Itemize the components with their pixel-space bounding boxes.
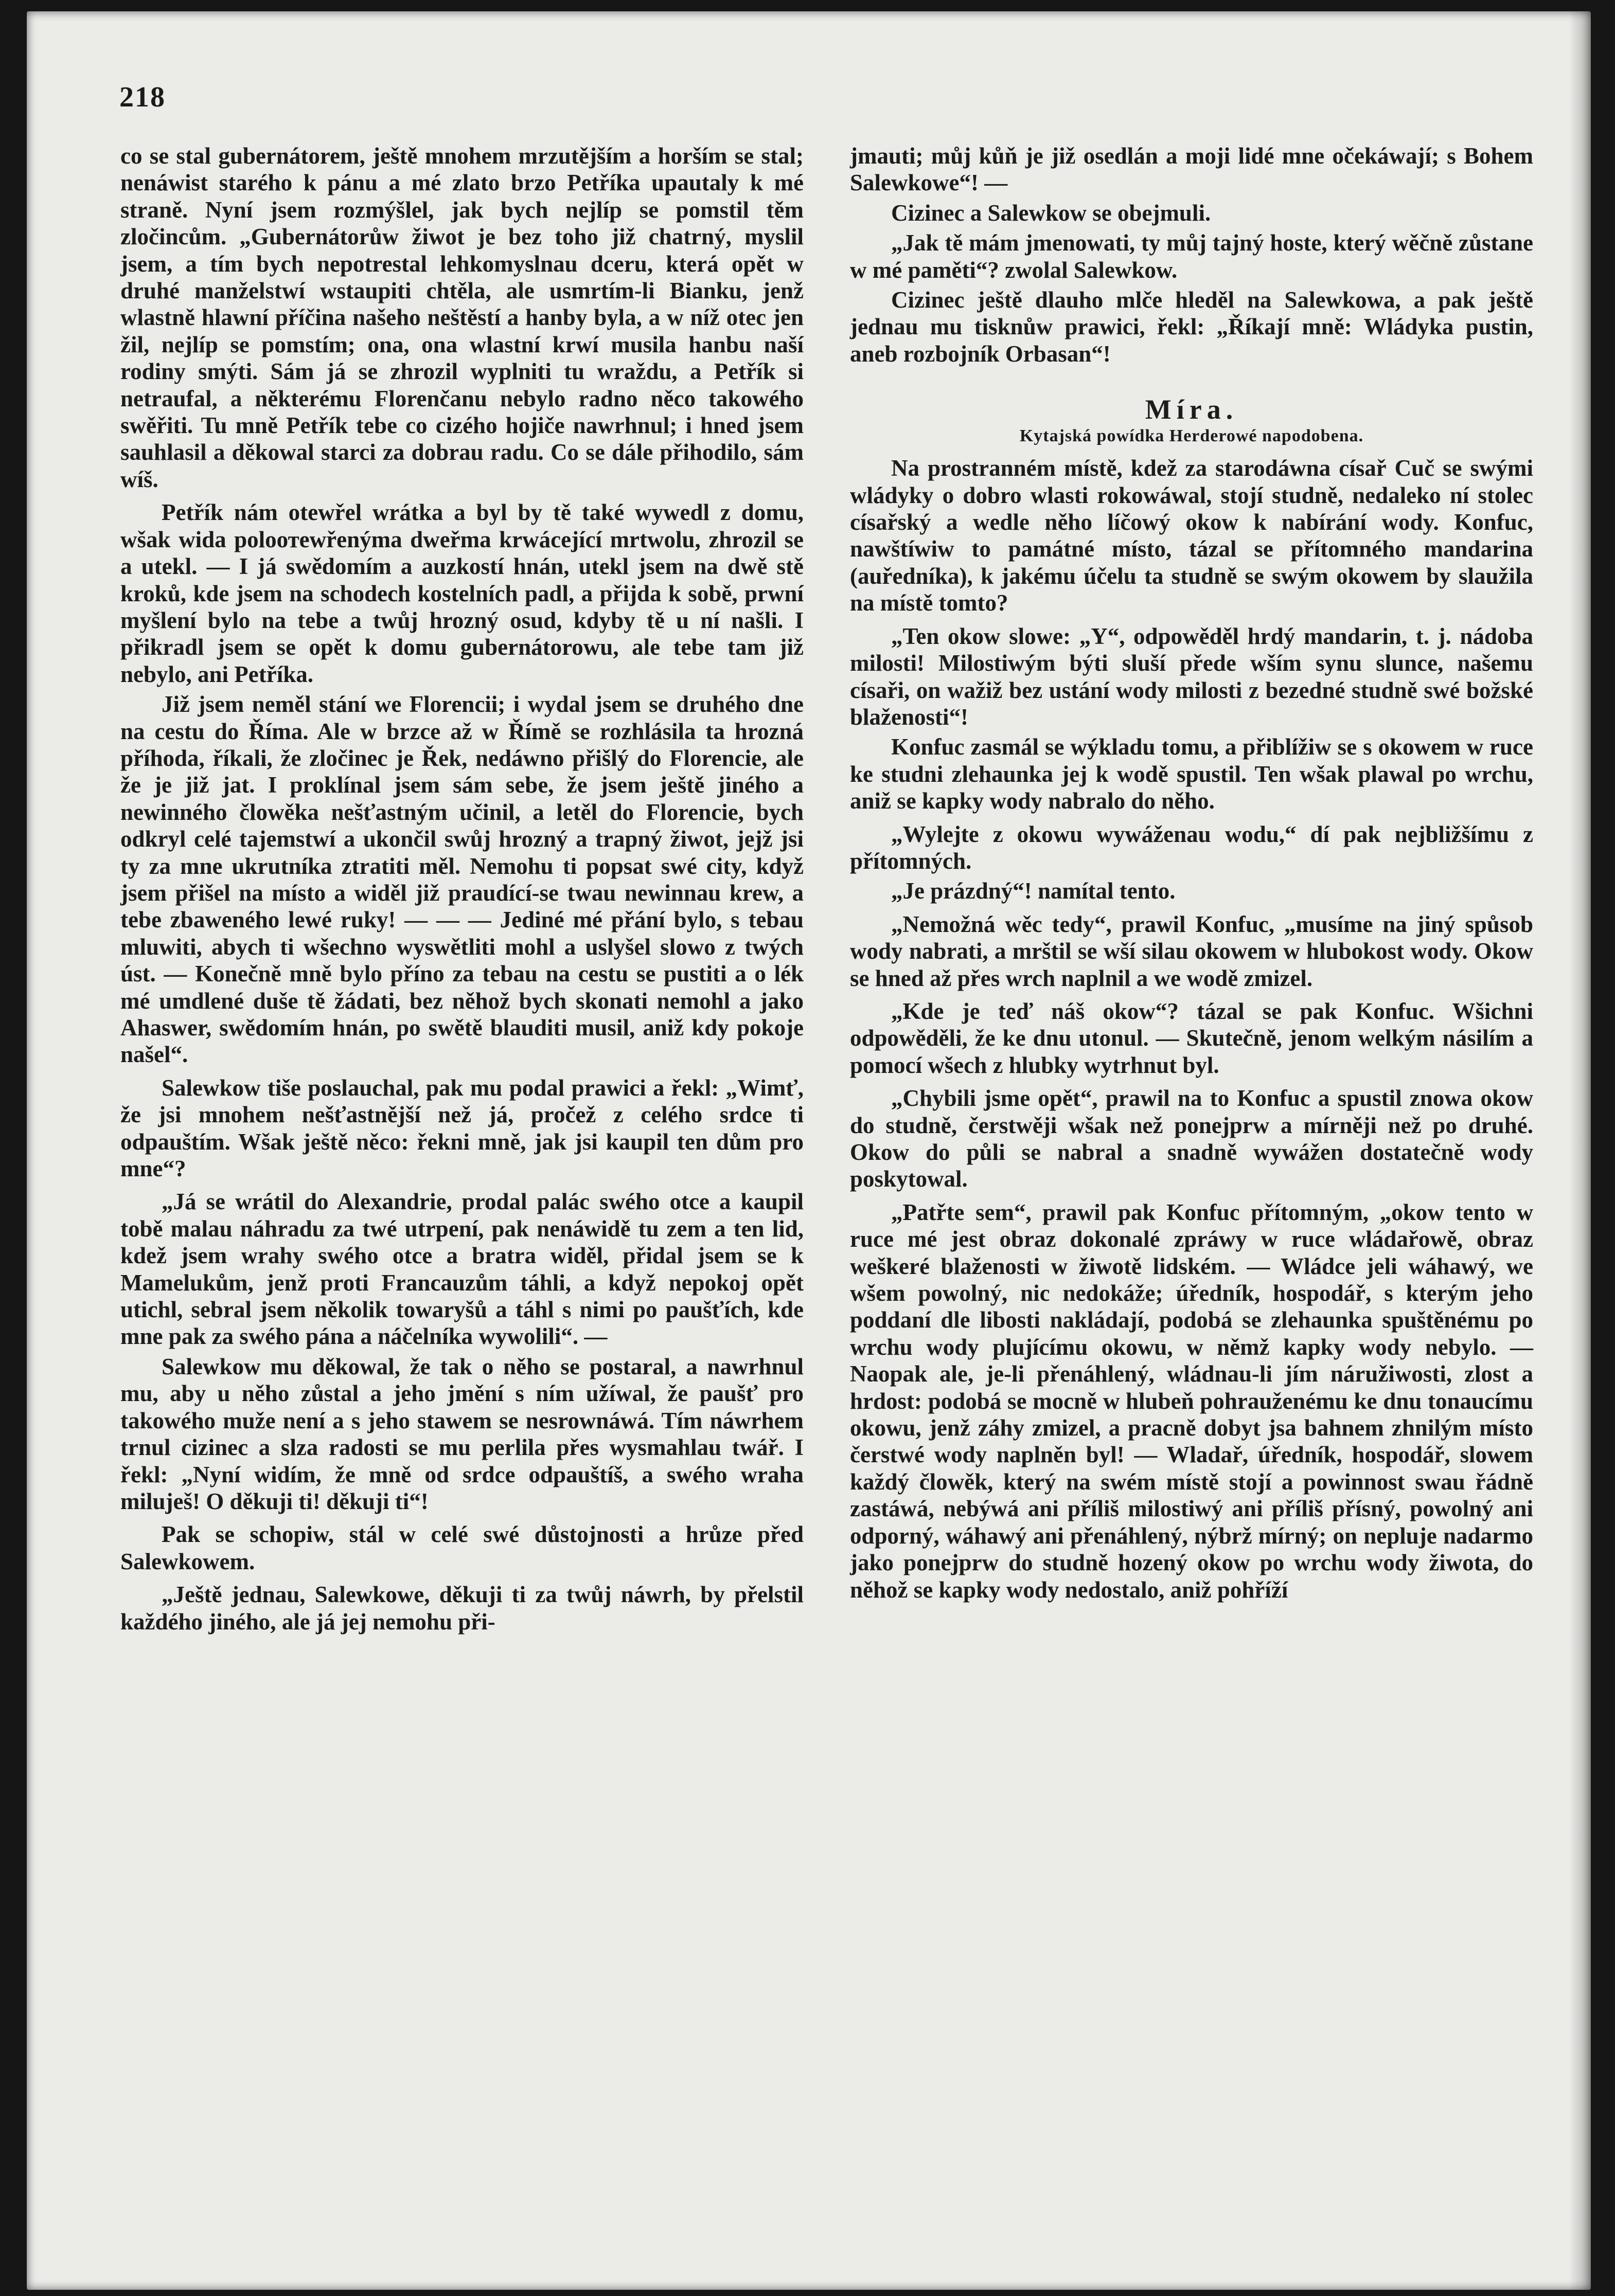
story-subtitle: Kytajská powídka Herderowé napodobena. [1019, 426, 1364, 446]
paragraph: jmauti; můj kůň je již osedlán a moji lidé mne očekáwají; s Bohem Salewkowe“! — [850, 143, 1533, 196]
page-fold-shadow [1569, 11, 1591, 2290]
page-sheet [27, 11, 1591, 2290]
paragraph: Salewkow mu děkowal, že tak o něho se postaral, a nawrhnul mu, aby u něho zůstal a jeho jmění s ním užíwal, že paušť pro takowého muže není a s jeho stawem se nesrownáwá. Tím náwrhem trnul cizinec a slza radosti se mu perlila přes wysmahlau twář. I řekl: „Nyní widím, že mně od srdce odpauštíš, a swého wraha miluješ! O děkuji ti! děkuji ti“! [120, 1353, 804, 1514]
paragraph: „Wylejte z okowu wywáženau wodu,“ dí pak nejbližšímu z přítomných. [850, 821, 1533, 874]
right-column [850, 142, 1533, 1606]
paragraph: „Chybili jsme opět“, prawil na to Konfuc a spustil znowa okow do studně, čerstwěji wšak než ponejprw a mírněji než po druhé. Okow do půli se nabral a snadně wywážen dostatečně wody poskytowal. [850, 1085, 1533, 1192]
paragraph: „Je prázdný“! namítal tento. [891, 878, 1176, 904]
paragraph: „Kde je teď náš okow“? tázal se pak Konfuc. Wšichni odpowěděli, že ke dnu utonul. — Skutečně, jenom welkým násilím a pomocí wšech z hlubky wytrhnut byl. [850, 998, 1533, 1078]
paragraph: „Jak tě mám jmenowati, ty můj tajný hoste, který wěčně zůstane w mé paměti“? zwolal Salewkow. [850, 230, 1533, 283]
paragraph: Petřík nám otewřel wrátka a byl by tě také wywedl z domu, wšak wida poloотewřenýma dweřma krwácející mrtwolu, zhrozil se a utekl. — I já swědomím a auzkostí hnán, utekl jsem na dwě stě kroků, kde jsem na schodech kostelních padl, a přijda k sobě, prwní myšlení bylo na tebe a twůj hrozný osud, kdyby tě u ní našli. I přikradl jsem se opět k domu gubernátorowu, ale tebe tam již nebylo, ani Petříka. [120, 499, 804, 687]
paragraph: „Patřte sem“, prawil pak Konfuc přítomným, „okow tento w ruce mé jest obraz dokonalé zpráwy w ruce wládařowě, obraz weškeré blaženosti w žiwotě lidském. — Wládce jeli wáhawý, we wšem powolný, nic nedokáže; úředník, hospodář, s kterým jeho poddaní dle libosti nakládají, podobá se zlehaunka spuštěnému po wrchu wody plujícímu okowu, w němž kapky wody nebylo. — Naopak ale, je-li přenáhlený, wládnau-li jím náružiwosti, zlost a hrdost: podobá se mocně w hlubeň pohrauženému ke dnu tonaucímu okowu, jenž záhy zmizel, a pracně dobyt jsa bahnem zhnilým místo čerstwé wody naplněn byl! — Wladař, úředník, hospodář, slowem každý člowěk, který na swém místě stojí a powinnost swau řádně zastáwá, nebýwá ani příliš milostiwý ani příliš přísný, powolný ani odporný, wáhawý ani přenáhlený, nýbrž mírný; on nepluje nadarmo jako ponejprw do studně hozený okow po wrchu wody žiwota, do něhož se kapky wody nedostalo, aniž pohříží [850, 1199, 1533, 1603]
paragraph: „Ještě jednau, Salewkowe, děkuji ti za twůj náwrh, by přelstil každého jiného, ale já jej nemohu při- [120, 1582, 804, 1635]
page-number: 218 [119, 81, 166, 113]
paragraph: co se stal gubernátorem, ještě mnohem mrzutějším a horším se stal; nenáwist starého k pánu a mé zlato brzo Petříka upautaly k mé straně. Nyní jsem rozmýšlel, jak bych nejlíp se pomstil těm zločincům. „Gubernátorůw žiwot je bez toho již chatrný, myslil jsem, a tím bych nepotrestal lehkomyslnau dceru, která opět w druhé manželstwí wstaupiti chtěla, ale usmrtím-li Bianku, jenž wlastně hlawní příčina našeho neštěstí a hanby byla, a w níž otec jen žil, nejlíp se pomstím; ona, ona wlastní krwí musila hanbu naší rodiny smýti. Sám já se zhrozil wyplniti tu wraždu, a Petřík si netraufal, a některému Florenčanu nebylo radno něco takowého swěřiti. Tu mně Petřík tebe co cizého hojiče nawrhnul; i hned jsem sauhlasil a děkowal starci za dobrau radu. Co se dále přihodilo, sám wíš. [120, 143, 804, 492]
paragraph: Konfuc zasmál se wýkladu tomu, a přiblížiw se s okowem w ruce ke studni zlehaunka jej k wodě spustil. Ten wšak plawal po wrchu, aniž se kapky wody nabralo do něho. [850, 734, 1533, 814]
paragraph: Pak se schopiw, stál w celé swé důstojnosti a hrůze před Salewkowem. [120, 1521, 804, 1574]
paragraph: Již jsem neměl stání we Florencii; i wydal jsem se druhého dne na cestu do Říma. Ale w brzce až w Římě se rozhlásila ta hrozná příhoda, říkali, že zločinec je Řek, nedáwno přišlý do Florencie, ale že je již jat. I proklínal jsem sám sebe, že jsem ještě jiného a newinného člowěka nešťastným učinil, a letěl do Florencie, bych odkryl celé tajemstwí a ukončil swůj hrozný a trapný žiwot, jejž jsi ty za mne ukrutníka ztratiti měl. Nemohu ti popsat swé city, když jsem přišel na místo a widěl již praudící-se twau newinnau krew, a tebe zbaweného lewé ruky! — — — Jediné mé přání bylo, s tebau mluwiti, abych ti wšechno wyswětliti mohl a uslyšel slowo z twých úst. — Konečně mně bylo příno za tebau na cestu se pustiti a o lék mé umdlené duše tě žádati, bez něhož bych skonati nemohl a jako Ahaswer, swědomím hnán, po swětě blauditi musil, aniž kdy pokoje našel“. [120, 691, 804, 1068]
paragraph: Salewkow tiše poslauchal, pak mu podal prawici a řekl: „Wimť, že jsi mnohem nešťastnější než já, pročež z celého srdce ti odpauštím. Wšak ještě něco: řekni mně, jak jsi kaupil ten dům pro mne“? [120, 1074, 804, 1182]
left-column [120, 142, 804, 1638]
story-heading [850, 394, 1533, 447]
paragraph: Na prostranném místě, kdež za starodáwna císař Cuč se swými wládyky o dobro wlasti rokowáwal, stojí studně, nedaleko ní stolec císařský a wedle něho líčowý okow k nabírání wody. Konfuc, nawštíwiw to památné místo, tázal se přítomného mandarina (auředníka), k jakému účelu ta studně se swým okowem by slaužila na místě tomto? [850, 455, 1533, 616]
paragraph: „Nemožná wěc tedy“, prawil Konfuc, „musíme na jiný spůsob wody nabrati, a mrštil se wší silau okowem w hlubokost wody. Okow se hned až přes wrch naplnil a we wodě zmizel. [850, 911, 1533, 991]
paragraph: Cizinec ještě dlauho mlče hleděl na Salewkowa, a pak ještě jednau mu tisknůw prawici, řekl: „Říkají mně: Wládyka pustin, aneb rozbojník Orbasan“! [850, 287, 1533, 367]
paragraph: Cizinec a Salewkow se obejmuli. [891, 200, 1211, 226]
story-title: Míra. [1145, 394, 1238, 425]
paragraph: „Já se wrátil do Alexandrie, prodal palác swého otce a kaupil tobě malau náhradu za twé utrpení, pak nenáwidě tu zem a ten lid, kdež jsem wrahy swého otce a bratra widěl, přidal jsem se k Mamelukům, jenž proti Francauzům táhli, a když nepokoj opět utichl, sebral jsem několik towaryšů a táhl s nimi po paušťích, kde mne pak za swého pána a náčelníka wywolili“. — [120, 1189, 804, 1350]
paragraph: „Ten okow slowe: „Y“, odpowěděl hrdý mandarin, t. j. nádoba milosti! Milostiwým býti sluší přede wším synu slunce, našemu císaři, on wažiž bez ustání wody milosti z bezedné studně swé božské blaženosti“! [850, 623, 1533, 730]
